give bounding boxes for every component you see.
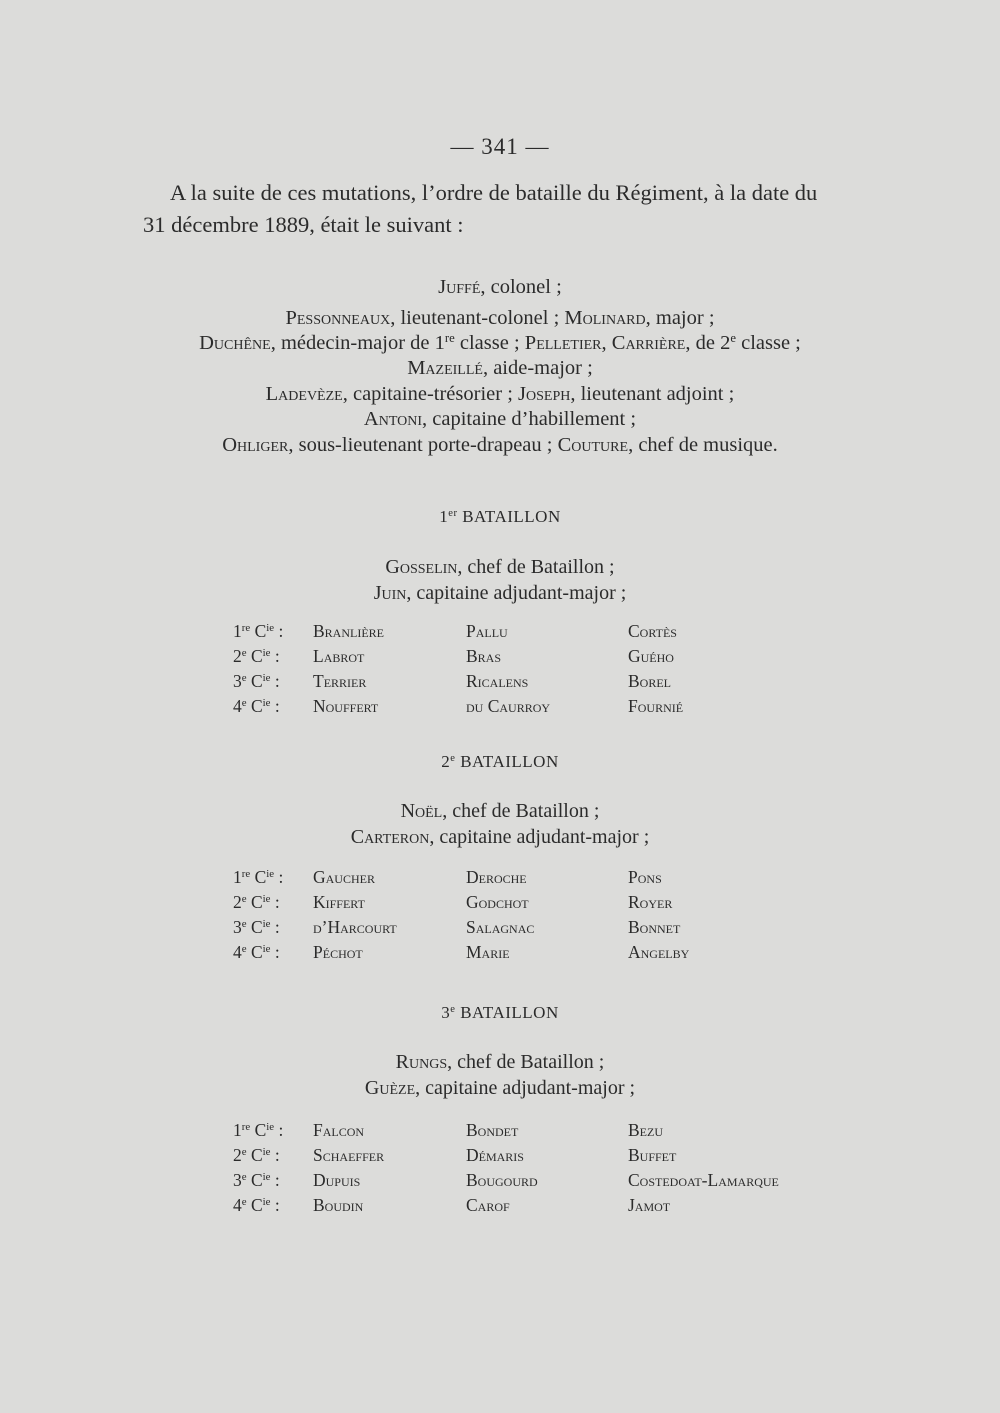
staff-line — [0, 383, 1000, 406]
company-abbr-suffix: ie — [262, 1146, 271, 1159]
officer-name: du Caurroy — [466, 696, 551, 716]
officer-name: Péchot — [313, 942, 363, 962]
staff-line — [0, 332, 1000, 355]
battalion-number-suffix: e — [450, 1004, 456, 1016]
officer-name: Ohliger — [222, 434, 289, 456]
officer-name: d’Harcourt — [313, 917, 397, 937]
staff-line — [0, 276, 1000, 299]
company-label — [233, 1120, 283, 1141]
company-abbr: C — [254, 621, 267, 641]
company-abbr-suffix: ie — [266, 622, 275, 635]
battalion-title — [0, 507, 1000, 527]
company-label — [233, 696, 280, 717]
company-abbr: C — [250, 696, 263, 716]
superscript: re — [444, 331, 455, 346]
officer-name: Couture — [557, 434, 629, 456]
separator: : — [278, 621, 284, 641]
officer-name: Schaeffer — [313, 1145, 385, 1165]
company-number: 3 — [233, 1170, 242, 1190]
company-abbr: C — [250, 917, 263, 937]
company-abbr: C — [254, 1120, 267, 1140]
officer-name: Nouffert — [313, 696, 379, 716]
company-abbr: C — [250, 892, 263, 912]
chef-name: Noël — [400, 800, 443, 822]
company-number: 2 — [233, 892, 242, 912]
officer-name: Molinard — [564, 307, 646, 329]
company-number-suffix: re — [241, 868, 251, 881]
adjudant-name: Carteron — [350, 826, 430, 848]
staff-text: , — [601, 332, 612, 354]
company-number: 4 — [233, 696, 242, 716]
officer-name: Boudin — [313, 1195, 364, 1215]
battalion-label: BATAILLON — [462, 507, 561, 526]
staff-text: , aide-major ; — [482, 357, 593, 379]
company-number-suffix: e — [241, 1171, 247, 1184]
company-abbr: C — [250, 646, 263, 666]
battalion-title — [0, 752, 1000, 772]
officer-name: Fournié — [628, 696, 684, 716]
officer-name: Bras — [466, 646, 502, 666]
staff-text: classe ; — [454, 332, 525, 354]
separator: : — [278, 867, 284, 887]
officer-name: Carrière — [611, 332, 686, 354]
separator: : — [278, 1120, 284, 1140]
officer-name: Bougourd — [466, 1170, 538, 1190]
company-abbr-suffix: ie — [262, 647, 271, 660]
company-abbr-suffix: ie — [262, 943, 271, 956]
officer-name: Mazeillé — [407, 357, 483, 379]
officer-name: Jamot — [628, 1195, 671, 1215]
battalion-label: BATAILLON — [460, 1003, 559, 1022]
separator: : — [274, 1195, 280, 1215]
officer-name: Pelletier — [524, 332, 602, 354]
adjudant-name: Guèze — [364, 1077, 416, 1099]
company-number-suffix: e — [241, 893, 247, 906]
company-abbr-suffix: ie — [262, 672, 271, 685]
company-number: 4 — [233, 1195, 242, 1215]
officer-name: Dupuis — [313, 1170, 361, 1190]
separator: : — [274, 917, 280, 937]
company-label — [233, 1145, 280, 1166]
officer-name: Borel — [628, 671, 672, 691]
company-label — [233, 621, 283, 642]
company-abbr: C — [250, 942, 263, 962]
staff-line — [0, 408, 1000, 431]
company-number: 1 — [233, 1120, 242, 1140]
staff-text: , lieutenant adjoint ; — [570, 383, 735, 405]
separator: : — [274, 1170, 280, 1190]
staff-text: , major ; — [645, 307, 715, 329]
battalion-label: BATAILLON — [460, 752, 559, 771]
chef-name: Rungs — [395, 1051, 448, 1073]
staff-text: , colonel ; — [480, 276, 562, 298]
staff-text: , capitaine-trésorier ; — [342, 383, 519, 405]
battalion-number-suffix: er — [448, 508, 458, 520]
company-abbr-suffix: ie — [262, 893, 271, 906]
officer-name: Démaris — [466, 1145, 524, 1165]
officer-name: Bondet — [466, 1120, 519, 1140]
separator: : — [274, 892, 280, 912]
staff-line — [0, 307, 1000, 330]
battalion-number: 3 — [441, 1003, 451, 1022]
company-number-suffix: e — [241, 697, 247, 710]
officer-name: Guého — [628, 646, 674, 666]
staff-text: , sous-lieutenant porte-drapeau ; — [288, 434, 558, 456]
separator: : — [274, 671, 280, 691]
staff-text: classe ; — [735, 332, 801, 354]
separator: : — [274, 1145, 280, 1165]
company-abbr-suffix: ie — [266, 1121, 275, 1134]
company-abbr: C — [250, 1145, 263, 1165]
company-number-suffix: e — [241, 647, 247, 660]
officer-name: Costedoat-Lamarque — [628, 1170, 779, 1190]
battalion-title — [0, 1003, 1000, 1023]
page-number: — 341 — — [450, 134, 550, 159]
officer-name: Pons — [628, 867, 662, 887]
battalion-chef-line — [0, 1051, 1000, 1074]
company-number: 3 — [233, 917, 242, 937]
separator: : — [274, 696, 280, 716]
staff-text: , de 2 — [685, 332, 731, 354]
company-number-suffix: re — [241, 1121, 251, 1134]
officer-name: Godchot — [466, 892, 529, 912]
company-abbr: C — [250, 671, 263, 691]
company-label — [233, 917, 280, 938]
staff-line — [0, 357, 1000, 380]
company-number-suffix: e — [241, 1146, 247, 1159]
staff-line — [0, 434, 1000, 457]
company-label — [233, 646, 280, 667]
adjudant-role: , capitaine adjudant-major ; — [415, 1077, 636, 1099]
company-number-suffix: e — [241, 672, 247, 685]
officer-name: Duchêne — [199, 332, 271, 354]
company-label — [233, 867, 283, 888]
officer-name: Falcon — [313, 1120, 365, 1140]
company-abbr: C — [250, 1195, 263, 1215]
company-label — [233, 892, 280, 913]
officer-name: Terrier — [313, 671, 367, 691]
officer-name: Ladevèze — [265, 383, 343, 405]
company-abbr: C — [254, 867, 267, 887]
officer-name: Ricalens — [466, 671, 529, 691]
company-abbr-suffix: ie — [262, 1171, 271, 1184]
officer-name: Pessonneaux — [285, 307, 391, 329]
officer-name: Gaucher — [313, 867, 375, 887]
company-number-suffix: e — [241, 1196, 247, 1209]
officer-name: Branlière — [313, 621, 384, 641]
adjudant-role: , capitaine adjudant-major ; — [429, 826, 650, 848]
officer-name: Deroche — [466, 867, 527, 887]
officer-name: Carof — [466, 1195, 510, 1215]
battalion-adjudant-line — [0, 826, 1000, 849]
company-number: 4 — [233, 942, 242, 962]
officer-name: Kiffert — [313, 892, 365, 912]
officer-name: Salagnac — [466, 917, 535, 937]
company-abbr-suffix: ie — [262, 697, 271, 710]
officer-name: Bonnet — [628, 917, 681, 937]
company-number: 2 — [233, 1145, 242, 1165]
company-abbr-suffix: ie — [266, 868, 275, 881]
chef-role: , chef de Bataillon ; — [442, 800, 600, 822]
company-label — [233, 1170, 280, 1191]
adjudant-role: , capitaine adjudant-major ; — [406, 582, 627, 604]
battalion-adjudant-line — [0, 582, 1000, 605]
company-abbr-suffix: ie — [262, 918, 271, 931]
chef-role: , chef de Bataillon ; — [447, 1051, 605, 1073]
officer-name: Antoni — [363, 408, 423, 430]
intro-line-1: A la suite de ces mutations, l’ordre de bataille du Régiment, à la date du — [170, 180, 818, 205]
battalion-chef-line — [0, 800, 1000, 823]
battalion-number-suffix: e — [450, 753, 456, 765]
adjudant-name: Juin — [373, 582, 407, 604]
company-number: 1 — [233, 867, 242, 887]
company-number: 3 — [233, 671, 242, 691]
company-number-suffix: e — [241, 943, 247, 956]
company-label — [233, 671, 280, 692]
staff-text: , chef de musique. — [628, 434, 778, 456]
staff-text: , capitaine d’habillement ; — [422, 408, 637, 430]
officer-name: Joseph — [518, 383, 571, 405]
company-number-suffix: e — [241, 918, 247, 931]
officer-name: Juffé — [438, 276, 481, 298]
officer-name: Buffet — [628, 1145, 677, 1165]
company-label — [233, 942, 280, 963]
officer-name: Labrot — [313, 646, 365, 666]
separator: : — [274, 646, 280, 666]
officer-name: Marie — [466, 942, 510, 962]
company-number: 2 — [233, 646, 242, 666]
officer-name: Bezu — [628, 1120, 663, 1140]
company-abbr-suffix: ie — [262, 1196, 271, 1209]
officer-name: Royer — [628, 892, 673, 912]
company-abbr: C — [250, 1170, 263, 1190]
intro-line-2: 31 décembre 1889, était le suivant : — [143, 212, 464, 237]
company-number: 1 — [233, 621, 242, 641]
staff-text: , lieutenant-colonel ; — [390, 307, 565, 329]
chef-role: , chef de Bataillon ; — [457, 556, 615, 578]
superscript: e — [730, 331, 736, 346]
officer-name: Cortès — [628, 621, 677, 641]
battalion-chef-line — [0, 556, 1000, 579]
staff-text: , médecin-major de 1 — [270, 332, 445, 354]
battalion-adjudant-line — [0, 1077, 1000, 1100]
company-number-suffix: re — [241, 622, 251, 635]
chef-name: Gosselin — [385, 556, 458, 578]
officer-name: Angelby — [628, 942, 690, 962]
battalion-number: 1 — [439, 507, 449, 526]
officer-name: Pallu — [466, 621, 508, 641]
company-label — [233, 1195, 280, 1216]
battalion-number: 2 — [441, 752, 451, 771]
separator: : — [274, 942, 280, 962]
